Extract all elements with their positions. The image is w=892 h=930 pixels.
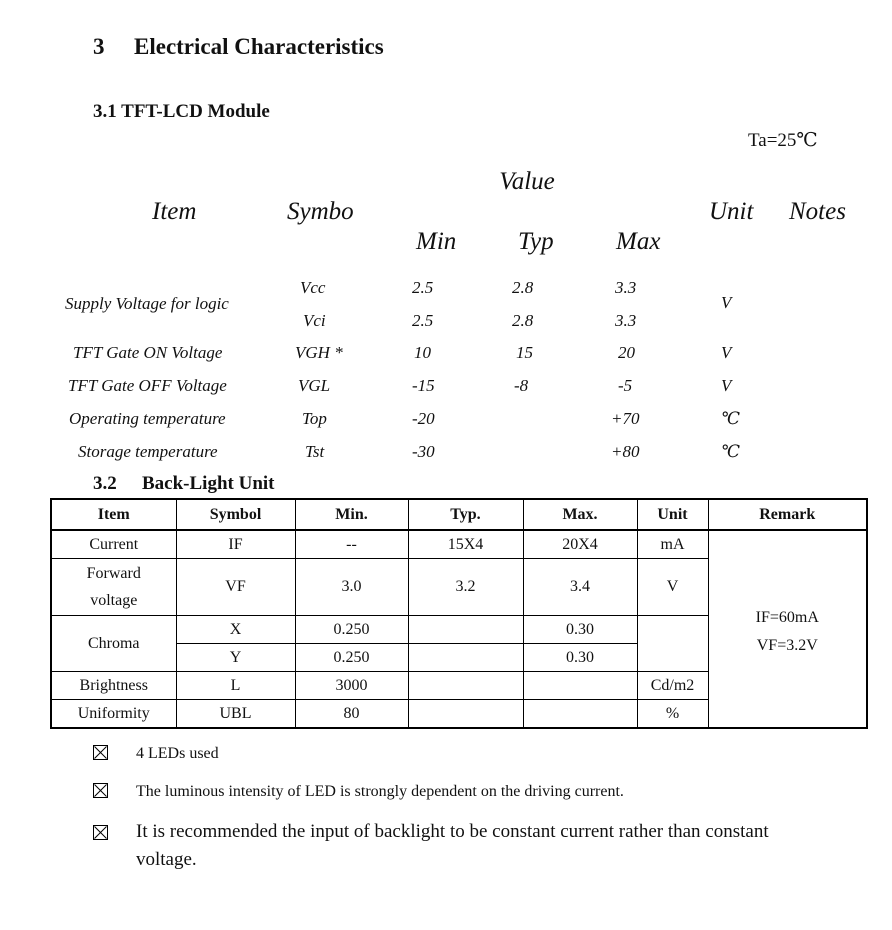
ambient-condition: Ta=25℃	[748, 130, 818, 151]
cell-max: 20X4	[523, 530, 637, 559]
cell-max	[523, 672, 637, 700]
module-max: -5	[618, 376, 633, 395]
module-symbol: VGL	[298, 376, 331, 395]
cell-symbol: UBL	[176, 700, 295, 729]
cell-max: 0.30	[523, 644, 637, 672]
module-item-storage-temp: Storage temperature	[78, 442, 218, 461]
module-min: -20	[412, 409, 435, 428]
cell-item: Uniformity	[51, 700, 176, 729]
note-item	[93, 745, 219, 763]
module-min: 2.5	[412, 311, 434, 330]
cell-item-line: Forward	[86, 565, 141, 582]
section-number: 3	[93, 34, 105, 59]
checkbox-icon	[93, 825, 108, 840]
module-symbol-vcc: Vcc	[300, 278, 326, 297]
module-item-gate-off: TFT Gate OFF Voltage	[68, 376, 227, 395]
remark-vf: VF=3.2V	[756, 637, 818, 654]
module-symbol: Tst	[305, 442, 325, 461]
cell-unit: mA	[637, 530, 708, 559]
cell-item: Current	[51, 530, 176, 559]
cell-min: 80	[295, 700, 408, 729]
module-min: -30	[412, 442, 435, 461]
cell-item	[51, 559, 176, 616]
cell-symbol: X	[176, 616, 295, 644]
module-item-supply: Supply Voltage for logic	[65, 294, 229, 313]
header-min: Min	[416, 228, 457, 255]
note-item	[93, 818, 793, 874]
cell-min: 0.250	[295, 616, 408, 644]
header-max: Max	[616, 228, 661, 255]
cell-item-line: voltage	[90, 592, 138, 609]
module-unit: V	[721, 293, 732, 312]
module-unit: V	[721, 376, 732, 395]
module-unit: ℃	[721, 442, 741, 461]
note-text: It is recommended the input of backlight to be constant current rather than constant voltage.	[136, 821, 769, 870]
cell-max: 3.4	[523, 559, 637, 616]
section-title: Electrical Characteristics	[134, 34, 384, 59]
note-item	[93, 783, 624, 801]
cell-typ	[408, 616, 523, 644]
module-symbol: VGH *	[295, 343, 343, 362]
col-header-remark: Remark	[708, 499, 867, 530]
cell-typ	[408, 672, 523, 700]
cell-symbol: IF	[176, 530, 295, 559]
col-header-min: Min.	[295, 499, 408, 530]
header-unit: Unit	[709, 198, 754, 225]
remark-if: IF=60mA	[755, 609, 819, 626]
module-typ: -8	[514, 376, 529, 395]
module-symbol-vci: Vci	[303, 311, 326, 330]
col-header-typ: Typ.	[408, 499, 523, 530]
cell-typ	[408, 644, 523, 672]
module-typ: 2.8	[512, 278, 534, 297]
backlight-heading: Back-Light Unit	[142, 473, 275, 494]
col-header-symbol: Symbol	[176, 499, 295, 530]
module-max: 3.3	[615, 311, 637, 330]
table-row	[51, 530, 867, 559]
cell-min: 3.0	[295, 559, 408, 616]
header-typ: Typ	[518, 228, 554, 255]
cell-max: 0.30	[523, 616, 637, 644]
header-symbol: Symbo	[287, 198, 354, 225]
backlight-heading-number: 3.2	[93, 473, 117, 494]
checkbox-icon	[93, 745, 108, 760]
cell-symbol: L	[176, 672, 295, 700]
module-max: 20	[618, 343, 635, 362]
cell-item: Brightness	[51, 672, 176, 700]
cell-typ: 15X4	[408, 530, 523, 559]
cell-unit: V	[637, 559, 708, 616]
cell-typ: 3.2	[408, 559, 523, 616]
module-typ: 15	[516, 343, 533, 362]
cell-symbol: VF	[176, 559, 295, 616]
module-min: 2.5	[412, 278, 434, 297]
cell-symbol: Y	[176, 644, 295, 672]
module-max: +80	[611, 442, 640, 461]
cell-min: --	[295, 530, 408, 559]
table-header-row	[51, 499, 867, 530]
module-heading: 3.1 TFT-LCD Module	[93, 101, 270, 122]
cell-typ	[408, 700, 523, 729]
cell-max	[523, 700, 637, 729]
module-min: -15	[412, 376, 435, 395]
backlight-table	[50, 498, 868, 729]
cell-unit: Cd/m2	[637, 672, 708, 700]
module-item-operating-temp: Operating temperature	[69, 409, 226, 428]
module-item-gate-on: TFT Gate ON Voltage	[73, 343, 223, 362]
cell-min: 0.250	[295, 644, 408, 672]
cell-min: 3000	[295, 672, 408, 700]
col-header-max: Max.	[523, 499, 637, 530]
col-header-item: Item	[51, 499, 176, 530]
note-text: The luminous intensity of LED is strongly dependent on the driving current.	[136, 783, 624, 800]
module-max: +70	[611, 409, 640, 428]
header-notes: Notes	[789, 198, 846, 225]
cell-item: Chroma	[51, 616, 176, 672]
module-unit: ℃	[721, 409, 741, 428]
col-header-unit: Unit	[637, 499, 708, 530]
header-item: Item	[152, 198, 197, 225]
cell-unit	[637, 616, 708, 672]
module-min: 10	[414, 343, 431, 362]
module-symbol: Top	[302, 409, 327, 428]
module-unit: V	[721, 343, 732, 362]
module-typ: 2.8	[512, 311, 534, 330]
module-max: 3.3	[615, 278, 637, 297]
note-text: 4 LEDs used	[136, 745, 219, 762]
cell-unit: %	[637, 700, 708, 729]
cell-remark	[708, 530, 867, 728]
checkbox-icon	[93, 783, 108, 798]
